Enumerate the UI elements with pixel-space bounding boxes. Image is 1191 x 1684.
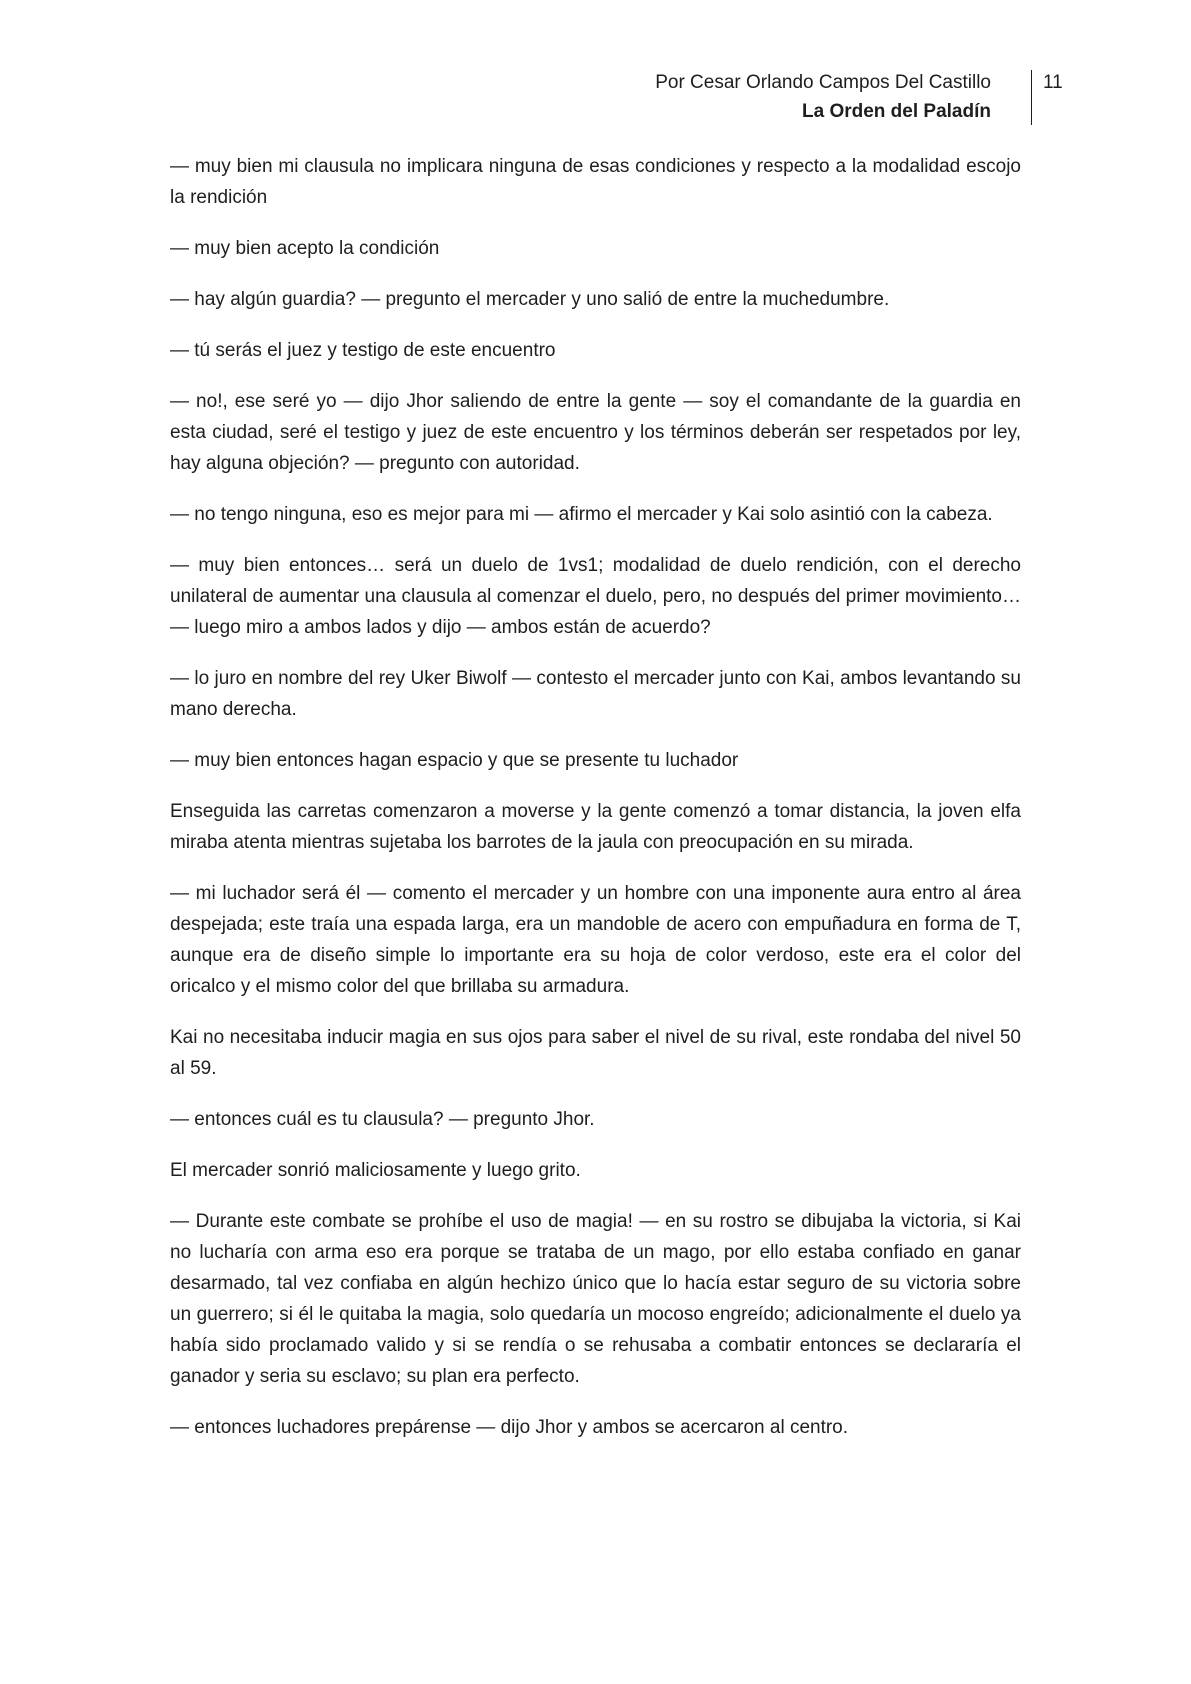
header-book-title: La Orden del Paladín	[802, 101, 991, 122]
paragraph: Kai no necesitaba inducir magia en sus ojos para saber el nivel de su rival, este rondaba del nivel 50 al 59.	[170, 1027, 1021, 1079]
paragraph: — Durante este combate se prohíbe el uso de magia! — en su rostro se dibujaba la victoria, si Kai no lucharía con arma eso era porque se trataba de un mago, por ello estaba confiado en ganar desarmado, tal vez confiaba en algún hechizo único que lo hacía estar seguro de su victoria sobre un guerrero; si él le quitaba la magia, solo quedaría un mocoso engreído; adicionalmente el duelo ya había sido proclamado valido y si se rendía o se rehusaba a combatir entonces se declararía el ganador y seria su esclavo; su plan era perfecto.	[170, 1211, 1021, 1387]
page-header	[655, 68, 991, 126]
header-divider	[1031, 70, 1032, 125]
page-number: 11	[1043, 72, 1063, 93]
page-body	[170, 151, 1021, 1463]
paragraph: — lo juro en nombre del rey Uker Biwolf — contesto el mercader junto con Kai, ambos levantando su mano derecha.	[170, 668, 1021, 720]
paragraph: — mi luchador será él — comento el mercader y un hombre con una imponente aura entro al área despejada; este traía una espada larga, era un mandoble de acero con empuñadura en forma de T, aunque era de diseño simple lo importante era su hoja de color verdoso, este era el color del oricalco y el mismo color del que brillaba su armadura.	[170, 883, 1021, 997]
paragraph: — no tengo ninguna, eso es mejor para mi — afirmo el mercader y Kai solo asintió con la cabeza.	[170, 504, 993, 525]
paragraph: — hay algún guardia? — pregunto el mercader y uno salió de entre la muchedumbre.	[170, 289, 890, 310]
paragraph: — entonces luchadores prepárense — dijo Jhor y ambos se acercaron al centro.	[170, 1417, 849, 1438]
paragraph: El mercader sonrió maliciosamente y luego grito.	[170, 1160, 581, 1181]
paragraph: — muy bien mi clausula no implicara ninguna de esas condiciones y respecto a la modalidad escojo la rendición	[170, 156, 1021, 208]
paragraph: — tú serás el juez y testigo de este encuentro	[170, 340, 556, 361]
paragraph: — no!, ese seré yo — dijo Jhor saliendo de entre la gente — soy el comandante de la guardia en esta ciudad, seré el testigo y juez de este encuentro y los términos deberán ser respetados por ley, hay alguna objeción? — pregunto con autoridad.	[170, 391, 1021, 474]
paragraph: — muy bien entonces… será un duelo de 1vs1; modalidad de duelo rendición, con el derecho unilateral de aumentar una clausula al comenzar el duelo, pero, no después del primer movimiento… — luego miro a ambos lados y dijo — ambos están de acuerdo?	[170, 555, 1021, 638]
paragraph: — muy bien acepto la condición	[170, 238, 440, 259]
header-author: Por Cesar Orlando Campos Del Castillo	[655, 72, 991, 93]
paragraph: Enseguida las carretas comenzaron a moverse y la gente comenzó a tomar distancia, la joven elfa miraba atenta mientras sujetaba los barrotes de la jaula con preocupación en su mirada.	[170, 801, 1021, 853]
paragraph: — entonces cuál es tu clausula? — pregunto Jhor.	[170, 1109, 595, 1130]
paragraph: — muy bien entonces hagan espacio y que se presente tu luchador	[170, 750, 739, 771]
